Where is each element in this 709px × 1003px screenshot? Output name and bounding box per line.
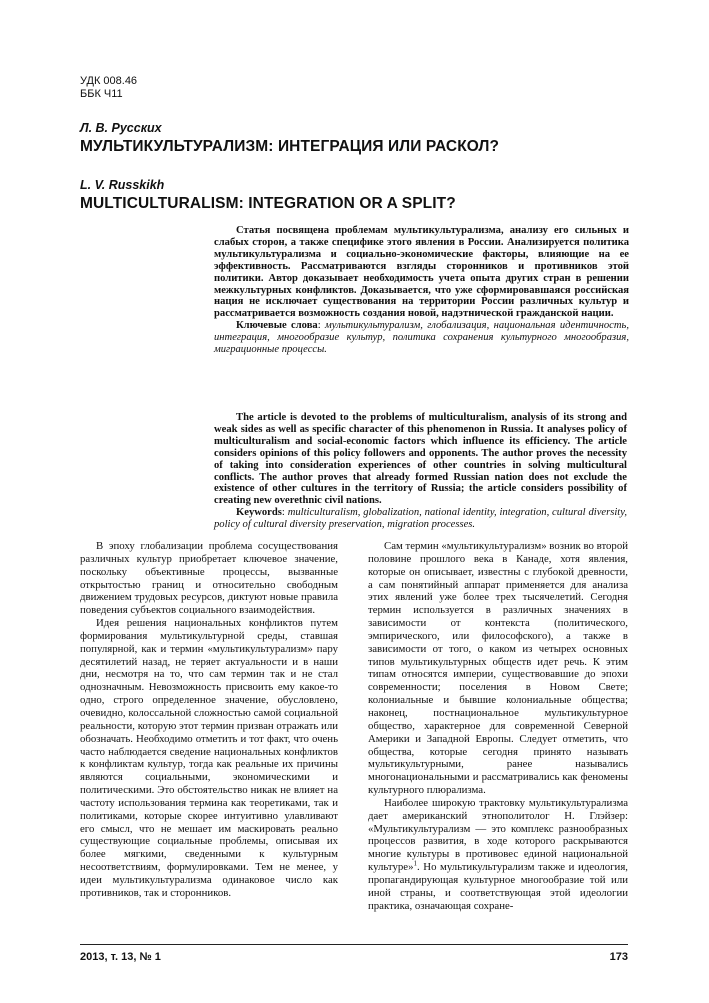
classification-codes (80, 75, 137, 101)
abstract-ru (214, 225, 629, 356)
footnote-marker: 1 (413, 859, 417, 868)
body-paragraph: В эпоху глобализации проблема сосуществования различных культур приобретает ключевое значение, поскольку объективные процессы, вызванные открытостью границ и относительно свободным движением трудовых ресурсов, диктуют новые правила поведения субъектов социального взаимодействия. (80, 540, 338, 617)
journal-issue: 2013, т. 13, № 1 (80, 951, 161, 963)
body-column-left (80, 540, 338, 900)
udk-code: УДК 008.46 (80, 75, 138, 87)
page-number: 173 (609, 951, 628, 963)
abstract-en (214, 412, 627, 531)
keywords-ru-list: мультикультурализм, глобализация, национальная идентичность, интеграция, многообразие культур, политика сохранения культурного многообразия, миграционные процессы. (214, 320, 629, 356)
body-paragraph: Идея решения национальных конфликтов путем формирования мультикультурной среды, ставшая популярной, как и термин «мультикультурализм» пару десятилетий назад, не теряет актуальности и в наши дни, несмотря на то, что сам термин так и не стал однозначным. Невозможность присвоить ему какое-то одно, строго определенное значение, обусловлено, очевидно, колоссальной сложностью самой социальной реальности, которую этот термин призван отражать или обозначать. Необходимо отметить и тот факт, что очень часто наблюдается сведение национальных конфликтов к конфликтам культур, тогда как реальные их причины являются социальными, экономическими и политическими. Это обстоятельство никак не влияет на частоту использования термина как теоретиками, так и политиками, которые скорее интуитивно улавливают его смысл, что не мешает им маскировать реально существующие социальные проблемы, описывая их более мягкими, сведенными к культурным несоответствиям, формулировками. Тем не менее, у идеи мультикультурализма одинаковое число как противников, так и сторонников. (80, 617, 338, 899)
keywords-en-list: multiculturalism, globalization, national identity, integration, cultural diversity, policy of cultural diversity preservation, migration processes. (214, 507, 627, 531)
body-paragraph (368, 797, 628, 913)
keywords-ru-label: Ключевые слова (236, 320, 318, 332)
article-title-ru: МУЛЬТИКУЛЬТУРАЛИЗМ: ИНТЕГРАЦИЯ ИЛИ РАСКОЛ? (80, 138, 500, 155)
body-text: Наиболее широкую трактовку мультикультурализма дает американский этнополитолог Н. Глэйзер: «Мультикультурализм — это комплекс разнообразных процессов развития, в ходе которого раскрываются многие культуры в противовес единой национальной культуре» (368, 796, 628, 874)
bbk-code: ББК Ч11 (80, 88, 123, 100)
body-text: . Но мультикультурализм также и идеология, пропагандирующая культурное многообразие той или иной страны, и соответствующая этой идеологии практика, означающая сохране- (368, 861, 628, 912)
abstract-en-text: The article is devoted to the problems of multiculturalism, analysis of its strong and weak sides as well as specific character of this phenomenon in Russia. It analyses policy of multiculturalism and social-economic factors which influence its efficiency. The article considers opinions of this policy followers and opponents. The author proves the necessity of taking into consideration experiences of other countries in solving multicultural conflicts. The author proves that already formed Russian nation does not exclude the existence of other cultures in the territory of Russia; the article considers possibility of creating new overethnic civil nations. (214, 412, 627, 507)
body-column-right (368, 540, 628, 912)
keywords-en: Keywords: multiculturalism, globalization, national identity, integration, cultural diversity, policy of cultural diversity preservation, migration processes. (214, 507, 627, 531)
keywords-ru: Ключевые слова: мультикультурализм, глобализация, национальная идентичность, интеграция, многообразие культур, политика сохранения культурного многообразия, миграционные процессы. (214, 320, 629, 356)
abstract-ru-text: Статья посвящена проблемам мультикультурализма, анализу его сильных и слабых сторон, а также специфике этого явления в России. Анализируется политика мультикультурализма и социально-экономические факторы, влияющие на ее эффективность. Рассматриваются взгляды сторонников и противников этой политики. Автор доказывает необходимость учета опыта других стран в решении межкультурных конфликтов. Доказывается, что уже сформировавшаяся российская нация не исключает существования на территории России различных культур и рассматривается возможность создания новой, надэтнической гражданской нации. (214, 225, 629, 320)
body-paragraph: Сам термин «мультикультурализм» возник во второй половине прошлого века в Канаде, хотя явления, которые он описывает, известны с глубокой древности, а сам понятийный аппарат применяется для анализа этих явлений уже более трех тысячелетий. Сегодня термин используется в различных значениях в зависимости от контекста (политического, эмпирического, или философского), а также в зависимости от того, о каком из четырех основных типов мультикультурных обществ идет речь. К этим типам относятся империи, существовавшие до эпохи современности; поселения в Новом Свете; колониальные и бывшие колониальные общества; наконец, постнациональное мультикультурное общество, характерное для современной Северной Америки и Западной Европы. Следует отметить, что общества, которые сегодня принято называть мультикультурными, ранее назывались многонациональными и рассматривались как феномены культурного плюрализма. (368, 540, 628, 797)
article-title-en: MULTICULTURALISM: INTEGRATION OR A SPLIT? (80, 195, 456, 212)
footer-divider (80, 944, 628, 945)
author-en: L. V. Russkikh (80, 178, 165, 192)
author-ru: Л. В. Русских (80, 121, 162, 135)
keywords-en-label: Keywords (236, 507, 282, 519)
